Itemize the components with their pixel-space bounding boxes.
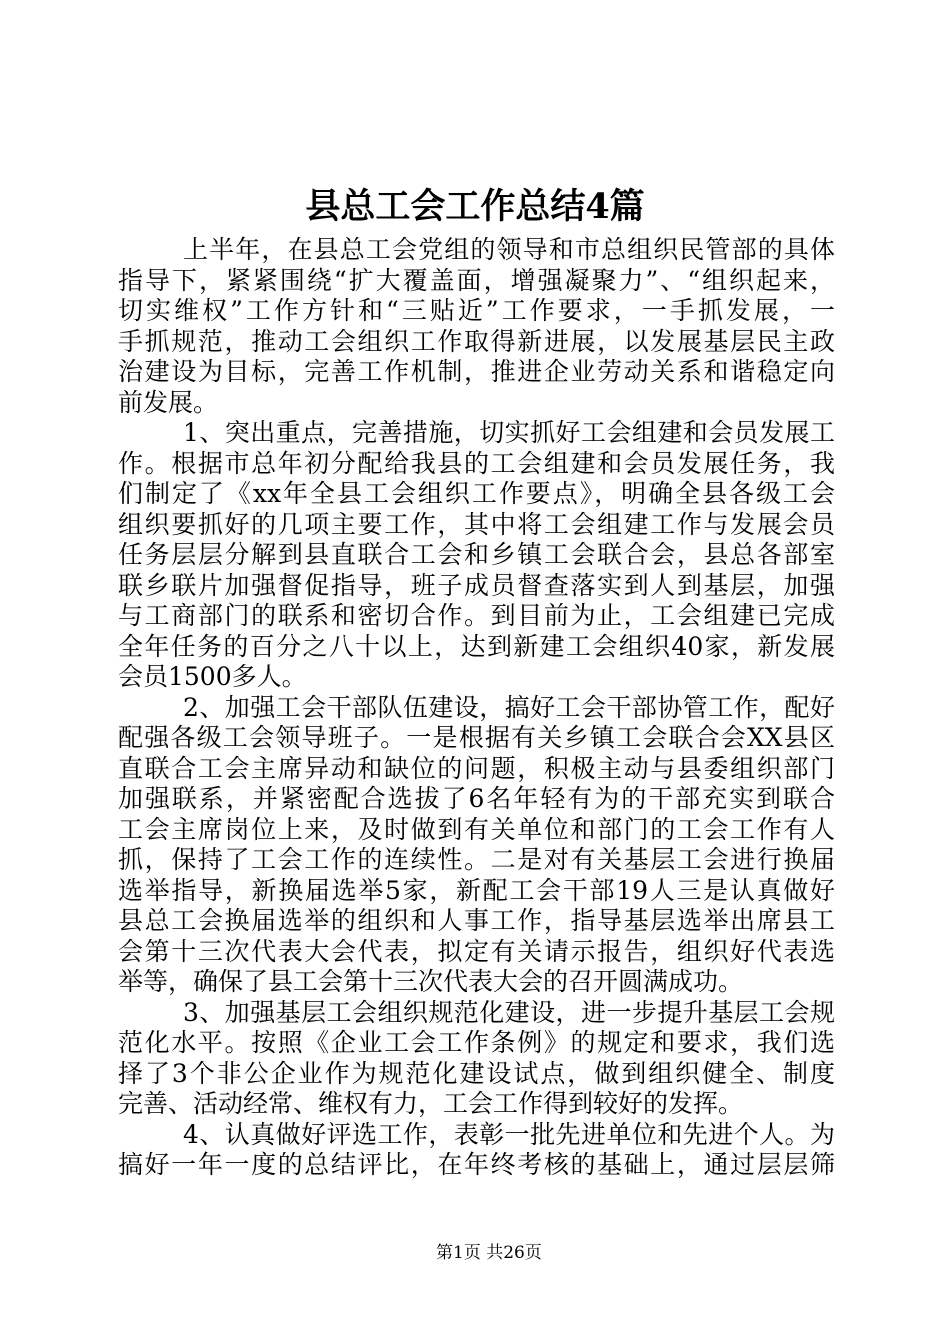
paragraph-line: 治建设为目标，完善工作机制，推进企业劳动关系和谐稳定向	[118, 357, 835, 386]
paragraph-line: 上半年，在县总工会党组的领导和市总组织民管部的具体	[183, 235, 835, 264]
paragraph-line: 举等，确保了县工会第十三次代表大会的召开圆满成功。	[118, 967, 744, 996]
paragraph-line: 抓，保持了工会工作的连续性。二是对有关基层工会进行换届	[118, 845, 835, 874]
paragraph-line: 前发展。	[118, 387, 219, 417]
page-number-footer: 第1页 共26页	[436, 1243, 542, 1263]
paragraph-line: 择了3个非公企业作为规范化建设试点，做到组织健全、制度	[118, 1058, 835, 1088]
paragraph-line: 任务层层分解到县直联合工会和乡镇工会联合会，县总各部室	[118, 540, 835, 569]
paragraph-line: 联乡联片加强督促指导，班子成员督查落实到人到基层，加强	[118, 570, 835, 600]
paragraph-line: 完善、活动经常、维权有力，工会工作得到较好的发挥。	[118, 1089, 744, 1118]
paragraph-line: 搞好一年一度的总结评比，在年终考核的基础上，通过层层筛	[118, 1150, 835, 1179]
document-body	[118, 235, 835, 1181]
paragraph-line: 直联合工会主席异动和缺位的问题，积极主动与县委组织部门	[118, 753, 835, 783]
paragraph-line: 3、加强基层工会组织规范化建设，进一步提升基层工会规	[183, 997, 835, 1027]
paragraph-item-1	[118, 418, 835, 693]
paragraph-line: 工会主席岗位上来，及时做到有关单位和部门的工会工作有人	[118, 814, 835, 844]
paragraph-line: 组织要抓好的几项主要工作，其中将工会组建工作与发展会员	[118, 509, 835, 539]
paragraph-line: 4、认真做好评选工作，表彰一批先进单位和先进个人。为	[183, 1119, 835, 1149]
paragraph-item-4	[118, 1120, 835, 1181]
paragraph-item-2	[118, 693, 835, 998]
paragraph-item-3	[118, 998, 835, 1120]
paragraph-line: 配强各级工会领导班子。一是根据有关乡镇工会联合会XX县区	[118, 723, 835, 752]
paragraph-line: 会员1500多人。	[118, 662, 307, 691]
paragraph-line: 作。根据市总年初分配给我县的工会组建和会员发展任务，我	[118, 448, 835, 478]
paragraph-line: 全年任务的百分之八十以上，达到新建工会组织40家，新发展	[118, 631, 835, 661]
paragraph-line: 指导下，紧紧围绕“扩大覆盖面，增强凝聚力”、“组织起来，	[118, 265, 835, 295]
paragraph-line: 县总工会换届选举的组织和人事工作，指导基层选举出席县工	[118, 906, 835, 935]
paragraph-line: 2、加强工会干部队伍建设，搞好工会干部协管工作，配好	[183, 692, 835, 722]
paragraph-line: 切实维权”工作方针和“三贴近”工作要求，一手抓发展，一	[118, 296, 835, 325]
paragraph-intro	[118, 235, 835, 418]
paragraph-line: 1、突出重点，完善措施，切实抓好工会组建和会员发展工	[183, 418, 835, 447]
document-title: 县总工会工作总结4篇	[305, 186, 645, 227]
paragraph-line: 选举指导，新换届选举5家，新配工会干部19人三是认真做好	[118, 875, 835, 905]
paragraph-line: 手抓规范，推动工会组织工作取得新进展，以发展基层民主政	[118, 326, 835, 356]
paragraph-line: 加强联系，并紧密配合选拔了6名年轻有为的干部充实到联合	[118, 784, 835, 813]
paragraph-line: 与工商部门的联系和密切合作。到目前为止，工会组建已完成	[118, 601, 835, 630]
paragraph-line: 范化水平。按照《企业工会工作条例》的规定和要求，我们选	[118, 1028, 835, 1057]
paragraph-line: 们制定了《xx年全县工会组织工作要点》，明确全县各级工会	[118, 479, 835, 508]
paragraph-line: 会第十三次代表大会代表，拟定有关请示报告，组织好代表选	[118, 936, 835, 966]
